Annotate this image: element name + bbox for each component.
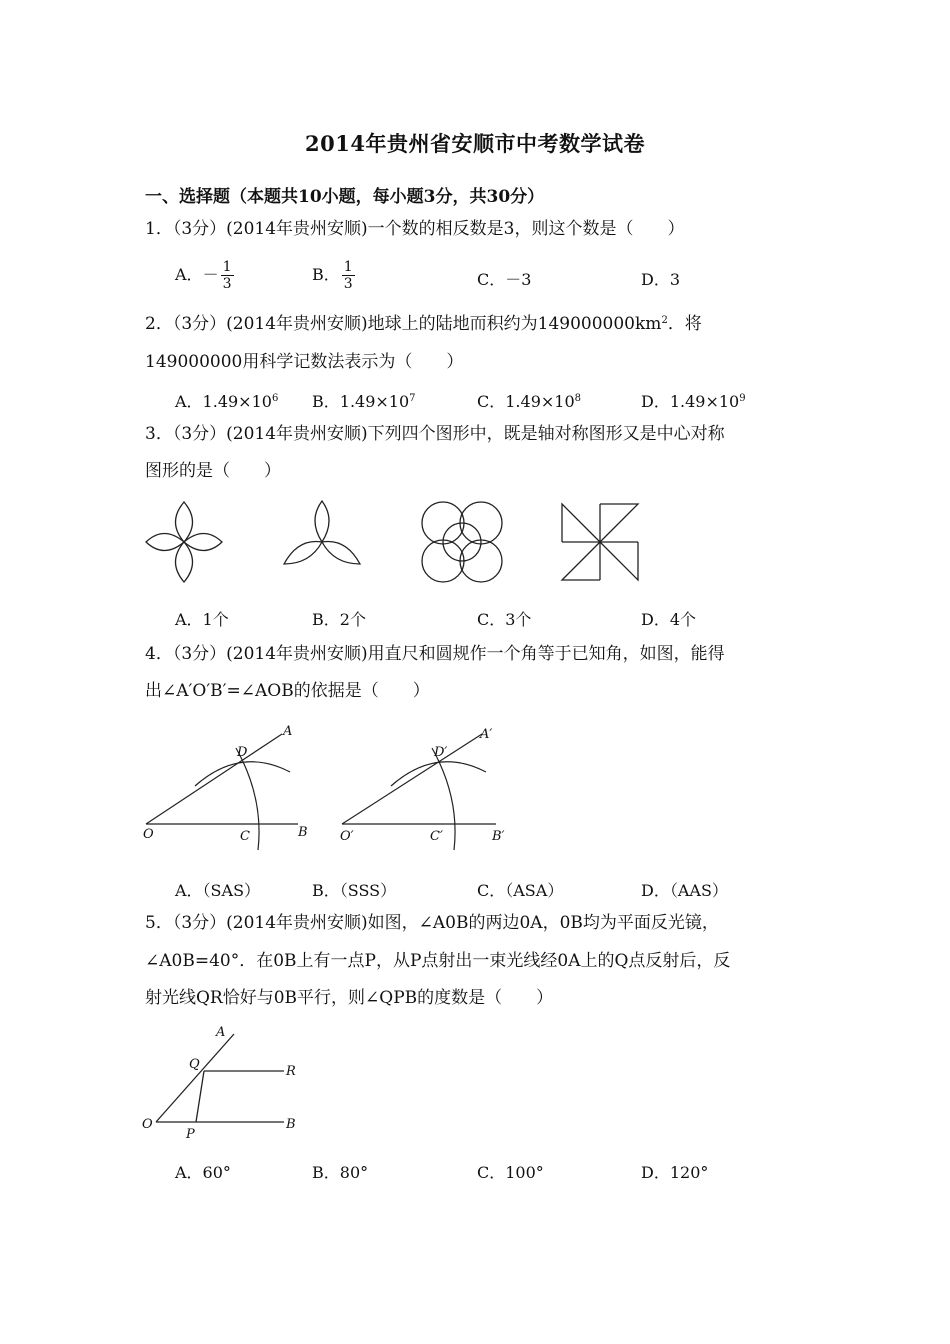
fig4-label-o-prime: O′ <box>340 829 354 844</box>
fig4-label-d-prime: D′ <box>434 745 448 760</box>
fig4-label-c: C <box>240 829 250 844</box>
q4-option-b: B．（SSS） <box>312 881 397 900</box>
figure-three-petal-flower <box>278 498 368 578</box>
q1-option-a <box>175 259 234 292</box>
q1-option-b-label: B． <box>312 265 340 284</box>
page-title: 2014年贵州省安顺市中考数学试卷 <box>305 131 645 156</box>
question-2-line-2: 149000000用科学记数法表示为（ ） <box>145 352 464 372</box>
q4-option-a: A．（SAS） <box>175 881 261 900</box>
q2-c-text: C．1.49×10 <box>477 392 575 411</box>
fig4-label-d: D <box>237 745 248 760</box>
figure-five-circles <box>418 498 508 588</box>
q2-option-a <box>175 389 278 412</box>
question-5-line-1: 5．（3分）(2014年贵州安顺)如图，∠A0B的两边0A，0B均为平面反光镜， <box>145 913 719 933</box>
q1-option-a-sign: － <box>202 265 219 284</box>
q2-line-1-text: 2．（3分）(2014年贵州安顺)地球上的陆地而积约为149000000km <box>145 314 662 334</box>
q1-option-b-fraction <box>342 259 355 292</box>
q2-line-1-end: ．将 <box>667 314 702 334</box>
q4-option-d: D．（AAS） <box>641 881 728 900</box>
fig4-label-c-prime: C′ <box>430 829 443 844</box>
q2-c-exponent: 8 <box>574 393 582 404</box>
q2-option-b <box>312 389 416 412</box>
q1-b-numerator: 1 <box>343 259 353 275</box>
fig5-label-b: B <box>286 1117 296 1132</box>
q4-option-c: C．（ASA） <box>477 881 564 900</box>
q3-option-c: C．3个 <box>477 610 532 629</box>
figure-angle-aob <box>140 718 315 858</box>
question-5-line-3: 射光线QR恰好与0B平行，则∠QPB的度数是（ ） <box>145 988 554 1008</box>
q2-option-c <box>477 389 581 412</box>
q2-b-exponent: 7 <box>409 393 416 404</box>
fig4-label-a-prime: A′ <box>480 727 493 742</box>
figure-angle-a2o2b2 <box>336 718 516 858</box>
section-heading: 一、选择题（本题共10小题，每小题3分，共30分） <box>145 187 545 207</box>
q2-a-exponent: 6 <box>271 393 279 404</box>
q1-option-b <box>312 259 355 292</box>
q1-a-numerator: 1 <box>222 259 232 275</box>
figure-pinwheel <box>558 500 648 586</box>
fig5-label-r: R <box>286 1064 296 1079</box>
figure-mirror-angle <box>138 1024 308 1144</box>
q5-option-d: D．120° <box>641 1163 709 1182</box>
q1-option-a-fraction <box>221 259 234 292</box>
question-4-line-2: 出∠A′O′B′=∠AOB的依据是（ ） <box>145 681 430 701</box>
q2-km-exponent: 2 <box>661 315 668 326</box>
q1-option-a-label: A． <box>175 265 203 284</box>
q3-option-d: D．4个 <box>641 610 697 629</box>
q2-option-d <box>641 389 746 412</box>
fig4-label-a: A <box>283 724 293 739</box>
q5-option-a: A．60° <box>175 1163 231 1182</box>
q3-option-b: B．2个 <box>312 610 366 629</box>
q2-d-text: D．1.49×10 <box>641 392 740 411</box>
fig5-label-o: O <box>142 1117 153 1132</box>
q2-b-text: B．1.49×10 <box>312 392 410 411</box>
fig5-label-p: P <box>186 1127 195 1142</box>
fig4-label-b: B <box>298 825 308 840</box>
fig4-label-b-prime: B′ <box>492 829 505 844</box>
fig5-label-a: A <box>216 1025 226 1040</box>
question-4-line-1: 4．（3分）(2014年贵州安顺)用直尺和圆规作一个角等于已知角，如图，能得 <box>145 644 725 664</box>
q2-a-text: A．1.49×10 <box>175 392 272 411</box>
q5-option-c: C．100° <box>477 1163 544 1182</box>
figure-four-petal-flower <box>140 498 230 588</box>
fig5-label-q: Q <box>189 1057 200 1072</box>
question-3-line-1: 3．（3分）(2014年贵州安顺)下列四个图形中，既是轴对称图形又是中心对称 <box>145 424 725 444</box>
q5-option-b: B．80° <box>312 1163 369 1182</box>
fig4-label-o: O <box>143 827 154 842</box>
q2-d-exponent: 9 <box>739 393 746 404</box>
q1-a-denominator: 3 <box>222 276 232 292</box>
q1-b-denominator: 3 <box>343 276 353 292</box>
q1-option-c: C．－3 <box>477 270 532 289</box>
question-3-line-2: 图形的是（ ） <box>145 461 281 481</box>
question-2-line-1 <box>145 314 702 334</box>
q3-option-a: A．1个 <box>175 610 229 629</box>
question-1-text: 1．（3分）(2014年贵州安顺)一个数的相反数是3，则这个数是（ ） <box>145 219 685 239</box>
q1-option-d: D．3 <box>641 270 681 289</box>
question-5-line-2: ∠A0B=40°．在0B上有一点P，从P点射出一束光线经0A上的Q点反射后，反 <box>145 951 731 971</box>
